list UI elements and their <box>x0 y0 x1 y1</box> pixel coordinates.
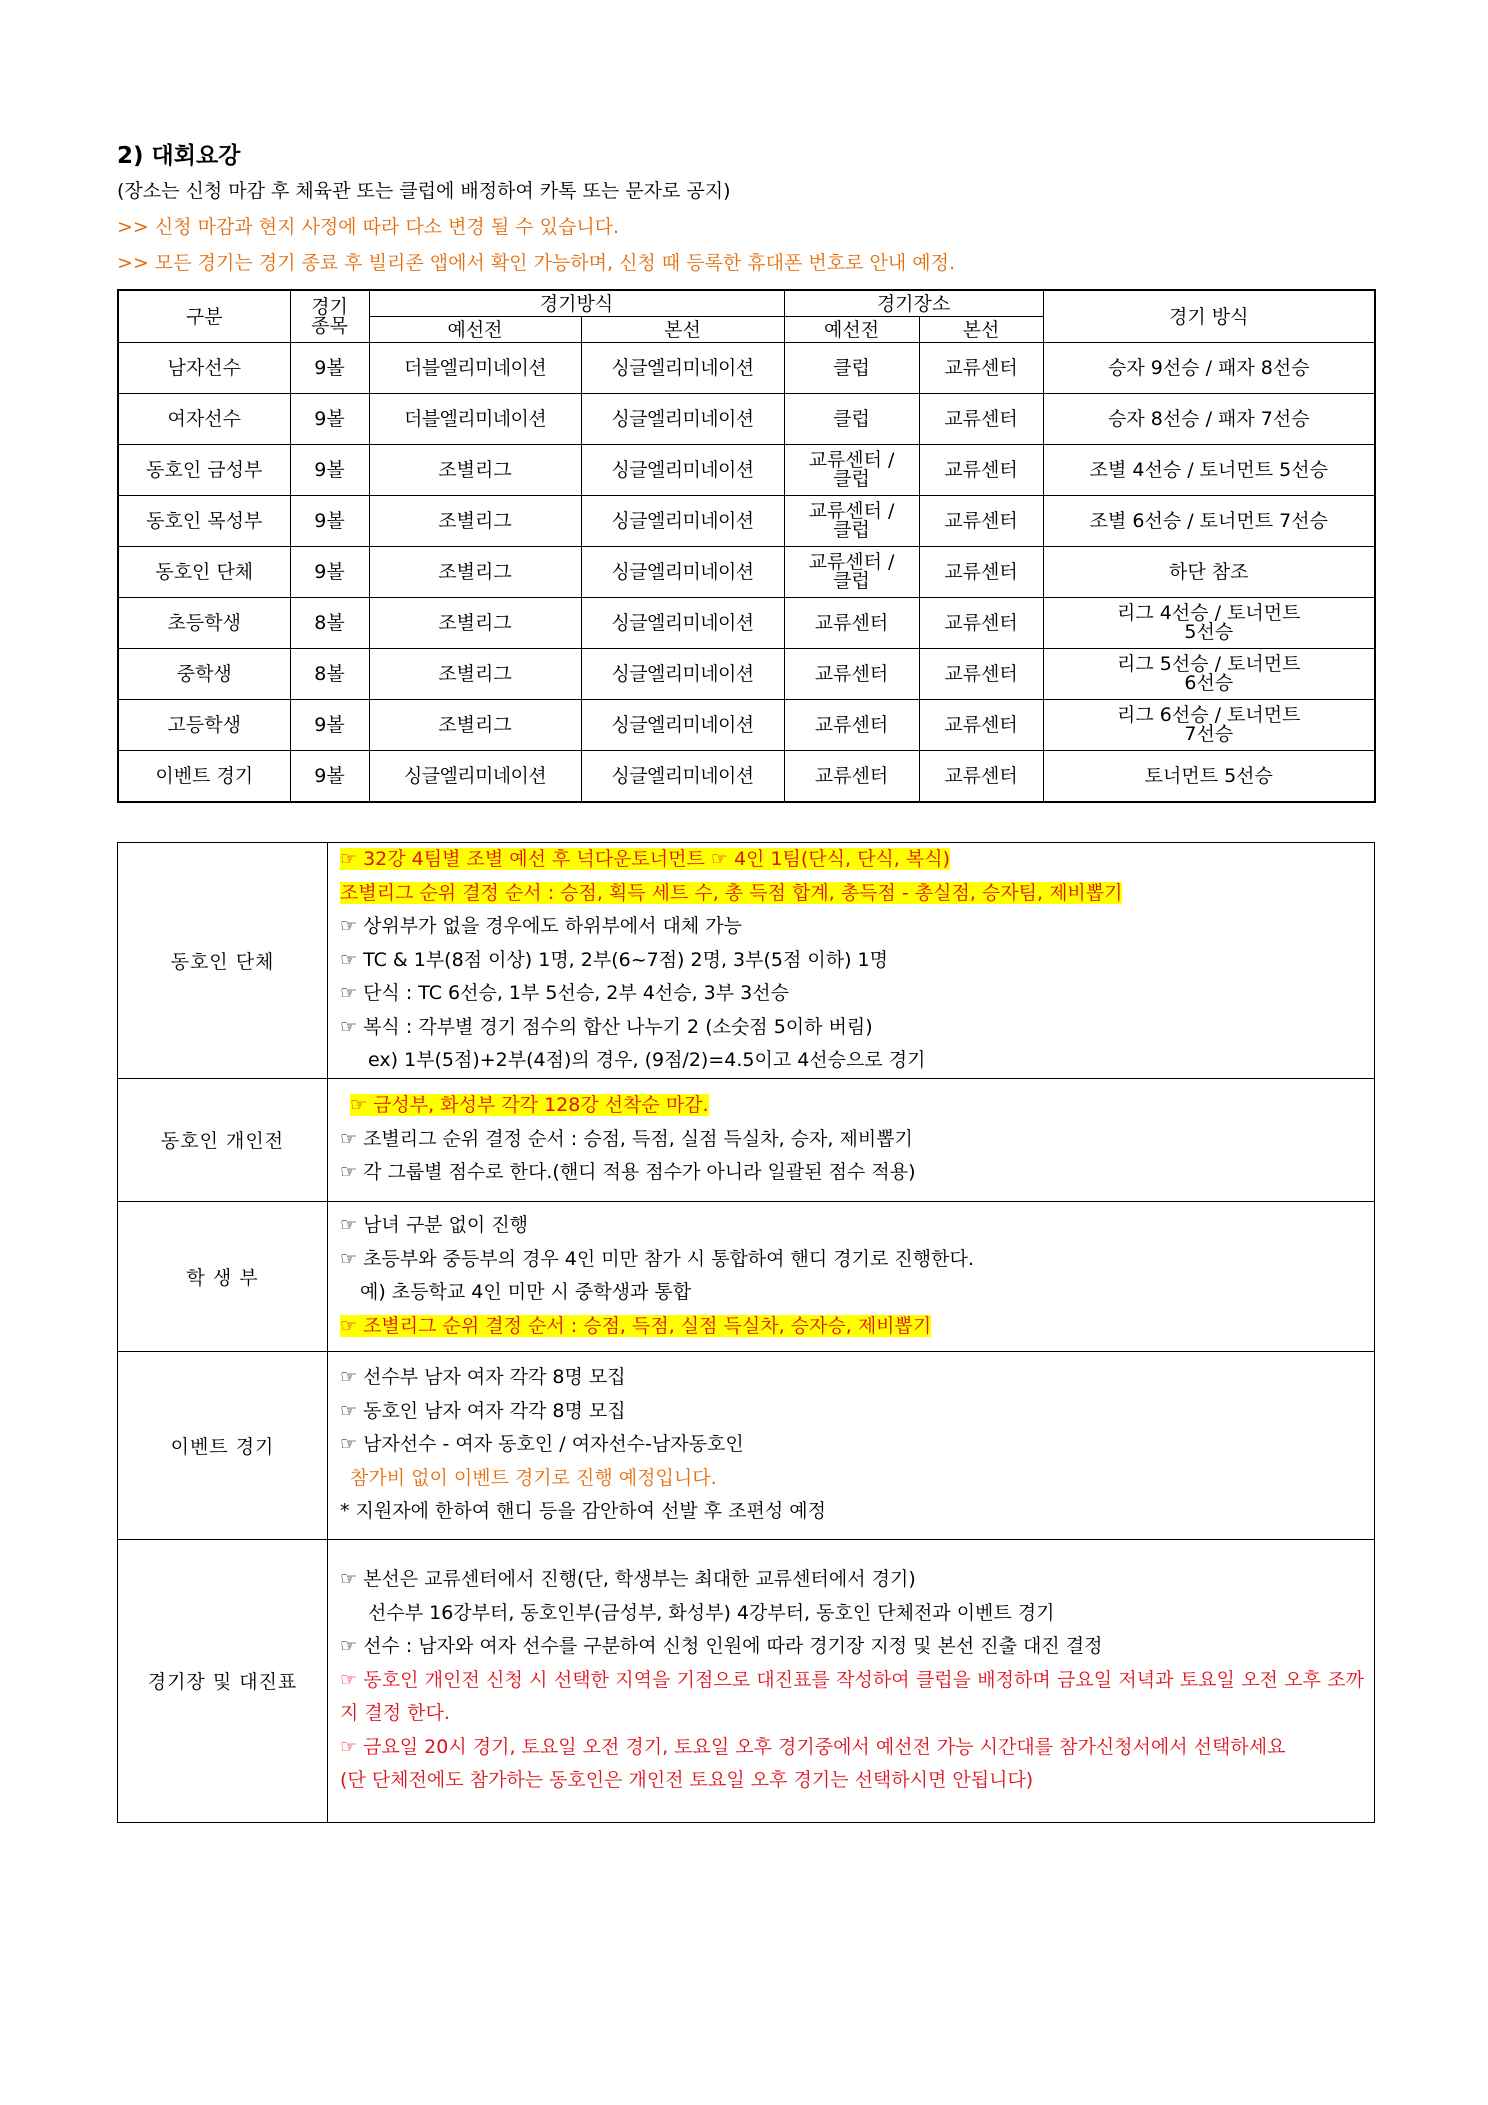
event-line-pairing: ☞ 남자선수 - 여자 동호인 / 여자선수-남자동호인 <box>340 1433 744 1456</box>
cell-event: 9볼 <box>290 496 369 547</box>
cell-method-final: 싱글엘리미네이션 <box>581 700 784 751</box>
cell-format: 토너먼트 5선승 <box>1043 751 1375 803</box>
cell-format-line2: 7선승 <box>1184 723 1234 745</box>
student-line-ranking <box>340 1310 1364 1344</box>
student-content <box>328 1201 1375 1351</box>
cell-venue-final: 교류센터 <box>919 496 1043 547</box>
cell-category: 중학생 <box>118 649 290 700</box>
cell-venue-final: 교류센터 <box>919 343 1043 394</box>
individual-line-ranking: ☞ 조별리그 순위 결정 순서 : 승점, 득점, 실점 득실차, 승자, 제비뽑기 <box>340 1127 913 1150</box>
student-line-merge: ☞ 초등부와 중등부의 경우 4인 미만 참가 시 통합하여 핸디 경기로 진행한다. <box>340 1247 974 1270</box>
venue-content <box>328 1539 1375 1822</box>
team-line-doubles: ☞ 복식 : 각부별 경기 점수의 합산 나누기 2 (소숫점 5이하 버림) <box>340 1015 873 1038</box>
header-method-final: 본선 <box>581 317 784 343</box>
cell-category: 고등학생 <box>118 700 290 751</box>
student-line-example: 예) 초등학교 4인 미만 시 중학생과 통합 <box>360 1281 692 1303</box>
cell-format-line2: 5선승 <box>1184 621 1234 643</box>
competition-table <box>117 289 1376 803</box>
team-line-format-text: ☞ 32강 4팀별 조별 예선 후 넉다운토너먼트 ☞ 4인 1팀(단식, 단식, 복식) <box>340 848 950 870</box>
event-label: 이벤트 경기 <box>118 1351 328 1539</box>
student-line-mixed: ☞ 남녀 구분 없이 진행 <box>340 1214 529 1236</box>
team-line-ranking-text: 조별리그 순위 결정 순서 : 승점, 획득 세트 수, 총 득점 합계, 총득점 - 총실점, 승자팀, 제비뽑기 <box>340 881 1123 904</box>
details-table <box>117 842 1375 1823</box>
cell-format: 승자 8선승 / 패자 7선승 <box>1043 394 1375 445</box>
header-event-line1: 경기 <box>311 295 348 318</box>
team-line-ranking <box>340 877 1364 911</box>
cell-format <box>1043 598 1375 649</box>
intro-change-notice: >> 신청 마감과 현지 사정에 따라 다소 변경 될 수 있습니다. <box>117 216 620 238</box>
cell-venue-final: 교류센터 <box>919 649 1043 700</box>
venue-line-rounds: 선수부 16강부터, 동호인부(금성부, 화성부) 4강부터, 동호인 단체전과 이벤트 경기 <box>368 1601 1055 1624</box>
cell-method-prelim: 싱글엘리미네이션 <box>369 751 581 803</box>
team-section <box>118 843 1375 1079</box>
cell-category: 여자선수 <box>118 394 290 445</box>
cell-method-prelim: 조별리그 <box>369 649 581 700</box>
cell-format-line1: 리그 4선승 / 토너먼트 <box>1117 602 1301 624</box>
cell-venue-prelim <box>784 547 919 598</box>
cell-format-line2: 6선승 <box>1184 672 1234 694</box>
cell-category: 동호인 목성부 <box>118 496 290 547</box>
cell-method-final: 싱글엘리미네이션 <box>581 547 784 598</box>
venue-line-region: ☞ 동호인 개인전 신청 시 선택한 지역을 기점으로 대진표를 작성하여 클럽을 배정하며 금요일 저녁과 토요일 오전 오후 조까지 결정 한다. <box>340 1668 1364 1725</box>
cell-event: 9볼 <box>290 547 369 598</box>
cell-venue-final: 교류센터 <box>919 394 1043 445</box>
cell-venue-prelim <box>784 445 919 496</box>
cell-method-final: 싱글엘리미네이션 <box>581 649 784 700</box>
cell-method-final: 싱글엘리미네이션 <box>581 394 784 445</box>
event-line-free: 참가비 없이 이벤트 경기로 진행 예정입니다. <box>350 1466 717 1489</box>
cell-method-final: 싱글엘리미네이션 <box>581 445 784 496</box>
cell-venue-prelim <box>784 496 919 547</box>
cell-format: 조별 4선승 / 토너먼트 5선승 <box>1043 445 1375 496</box>
cell-venue-line1: 교류센터 / <box>808 449 895 471</box>
cell-event: 9볼 <box>290 751 369 803</box>
cell-venue-line2: 클럽 <box>833 570 870 592</box>
cell-method-prelim: 더블엘리미네이션 <box>369 394 581 445</box>
cell-format: 하단 참조 <box>1043 547 1375 598</box>
header-category: 구분 <box>118 290 290 343</box>
cell-method-prelim: 조별리그 <box>369 496 581 547</box>
cell-venue-final: 교류센터 <box>919 547 1043 598</box>
venue-line-time: ☞ 금요일 20시 경기, 토요일 오전 경기, 토요일 오후 경기중에서 예선전 가능 시간대를 참가신청서에서 선택하세요 <box>340 1735 1286 1758</box>
event-line-selection: * 지원자에 한하여 핸디 등을 감안하여 선발 후 조편성 예정 <box>340 1500 826 1523</box>
cell-event: 9볼 <box>290 394 369 445</box>
cell-method-prelim: 더블엘리미네이션 <box>369 343 581 394</box>
header-venue-prelim: 예선전 <box>784 317 919 343</box>
individual-line-score: ☞ 각 그룹별 점수로 한다.(핸디 적용 점수가 아니라 일괄된 점수 적용) <box>340 1161 916 1184</box>
header-method-prelim: 예선전 <box>369 317 581 343</box>
header-event <box>290 290 369 343</box>
cell-venue-prelim: 클럽 <box>784 394 919 445</box>
student-section <box>118 1201 1375 1351</box>
team-line-format <box>340 843 1364 877</box>
team-label: 동호인 단체 <box>118 843 328 1079</box>
venue-label: 경기장 및 대진표 <box>118 1539 328 1822</box>
cell-venue-final: 교류센터 <box>919 445 1043 496</box>
header-venue-final: 본선 <box>919 317 1043 343</box>
table-row <box>118 445 1375 496</box>
event-content <box>328 1351 1375 1539</box>
student-label: 학 생 부 <box>118 1201 328 1351</box>
cell-method-final: 싱글엘리미네이션 <box>581 751 784 803</box>
team-line-composition: ☞ TC & 1부(8점 이상) 1명, 2부(6~7점) 2명, 3부(5점 이하) 1명 <box>340 948 888 971</box>
individual-content <box>328 1078 1375 1201</box>
cell-category: 이벤트 경기 <box>118 751 290 803</box>
cell-venue-line2: 클럽 <box>833 519 870 541</box>
student-line-ranking-text: ☞ 조별리그 순위 결정 순서 : 승점, 득점, 실점 득실차, 승자승, 제비뽑기 <box>340 1314 932 1337</box>
table-header-row <box>118 290 1375 317</box>
intro-notice: (장소는 신청 마감 후 체육관 또는 클럽에 배정하여 카톡 또는 문자로 공지) <box>117 180 731 202</box>
table-row <box>118 700 1375 751</box>
cell-format <box>1043 700 1375 751</box>
cell-event: 9볼 <box>290 445 369 496</box>
cell-category: 남자선수 <box>118 343 290 394</box>
cell-format-line1: 리그 5선승 / 토너먼트 <box>1117 653 1301 675</box>
cell-venue-line1: 교류센터 / <box>808 551 895 573</box>
cell-venue-prelim: 교류센터 <box>784 598 919 649</box>
cell-venue-prelim: 클럽 <box>784 343 919 394</box>
cell-event: 8볼 <box>290 598 369 649</box>
cell-venue-final: 교류센터 <box>919 751 1043 803</box>
cell-format-line1: 리그 6선승 / 토너먼트 <box>1117 704 1301 726</box>
cell-method-prelim: 조별리그 <box>369 547 581 598</box>
table-row <box>118 598 1375 649</box>
cell-method-final: 싱글엘리미네이션 <box>581 598 784 649</box>
cell-method-prelim: 조별리그 <box>369 700 581 751</box>
individual-line-cap <box>340 1089 1364 1123</box>
header-event-line2: 종목 <box>311 314 348 337</box>
header-venue: 경기장소 <box>784 290 1043 317</box>
cell-category: 초등학생 <box>118 598 290 649</box>
cell-method-final: 싱글엘리미네이션 <box>581 343 784 394</box>
header-method: 경기방식 <box>369 290 784 317</box>
cell-format <box>1043 649 1375 700</box>
table-row <box>118 343 1375 394</box>
cell-format: 조별 6선승 / 토너먼트 7선승 <box>1043 496 1375 547</box>
cell-venue-final: 교류센터 <box>919 598 1043 649</box>
cell-venue-line1: 교류센터 / <box>808 500 895 522</box>
intro-app-notice: >> 모든 경기는 경기 종료 후 빌리존 앱에서 확인 가능하며, 신청 때 등록한 휴대폰 번호로 안내 예정. <box>117 252 956 274</box>
cell-method-prelim: 조별리그 <box>369 598 581 649</box>
cell-method-final: 싱글엘리미네이션 <box>581 496 784 547</box>
event-line-pro: ☞ 선수부 남자 여자 각각 8명 모집 <box>340 1366 626 1389</box>
team-line-substitute: ☞ 상위부가 없을 경우에도 하위부에서 대체 가능 <box>340 915 742 937</box>
header-format: 경기 방식 <box>1043 290 1375 343</box>
cell-category: 동호인 단체 <box>118 547 290 598</box>
table-row <box>118 751 1375 803</box>
cell-venue-final: 교류센터 <box>919 700 1043 751</box>
cell-venue-prelim: 교류센터 <box>784 649 919 700</box>
table-row <box>118 394 1375 445</box>
venue-line-final: ☞ 본선은 교류센터에서 진행(단, 학생부는 최대한 교류센터에서 경기) <box>340 1568 916 1591</box>
cell-venue-line2: 클럽 <box>833 468 870 490</box>
table-row <box>118 547 1375 598</box>
individual-line-cap-text: ☞ 금성부, 화성부 각각 128강 선착순 마감. <box>350 1094 709 1117</box>
cell-venue-prelim: 교류센터 <box>784 700 919 751</box>
individual-label: 동호인 개인전 <box>118 1078 328 1201</box>
venue-section <box>118 1539 1375 1822</box>
table-row <box>118 496 1375 547</box>
cell-venue-prelim: 교류센터 <box>784 751 919 803</box>
cell-method-prelim: 조별리그 <box>369 445 581 496</box>
venue-line-caution: (단 단체전에도 참가하는 동호인은 개인전 토요일 오후 경기는 선택하시면 안됩니다) <box>340 1769 1034 1792</box>
team-line-example: ex) 1부(5점)+2부(4점)의 경우, (9점/2)=4.5이고 4선승으로 경기 <box>368 1049 926 1071</box>
cell-event: 9볼 <box>290 343 369 394</box>
page <box>117 140 1374 1823</box>
cell-category: 동호인 금성부 <box>118 445 290 496</box>
table-row <box>118 649 1375 700</box>
event-section <box>118 1351 1375 1539</box>
team-content <box>328 843 1375 1079</box>
section-title: 2) 대회요강 <box>117 143 241 169</box>
individual-section <box>118 1078 1375 1201</box>
cell-format: 승자 9선승 / 패자 8선승 <box>1043 343 1375 394</box>
event-line-amateur: ☞ 동호인 남자 여자 각각 8명 모집 <box>340 1399 626 1422</box>
team-line-singles: ☞ 단식 : TC 6선승, 1부 5선승, 2부 4선승, 3부 3선승 <box>340 982 789 1004</box>
venue-line-pro: ☞ 선수 : 남자와 여자 선수를 구분하여 신청 인원에 따라 경기장 지정 및 본선 진출 대진 결정 <box>340 1635 1103 1658</box>
cell-event: 8볼 <box>290 649 369 700</box>
cell-event: 9볼 <box>290 700 369 751</box>
